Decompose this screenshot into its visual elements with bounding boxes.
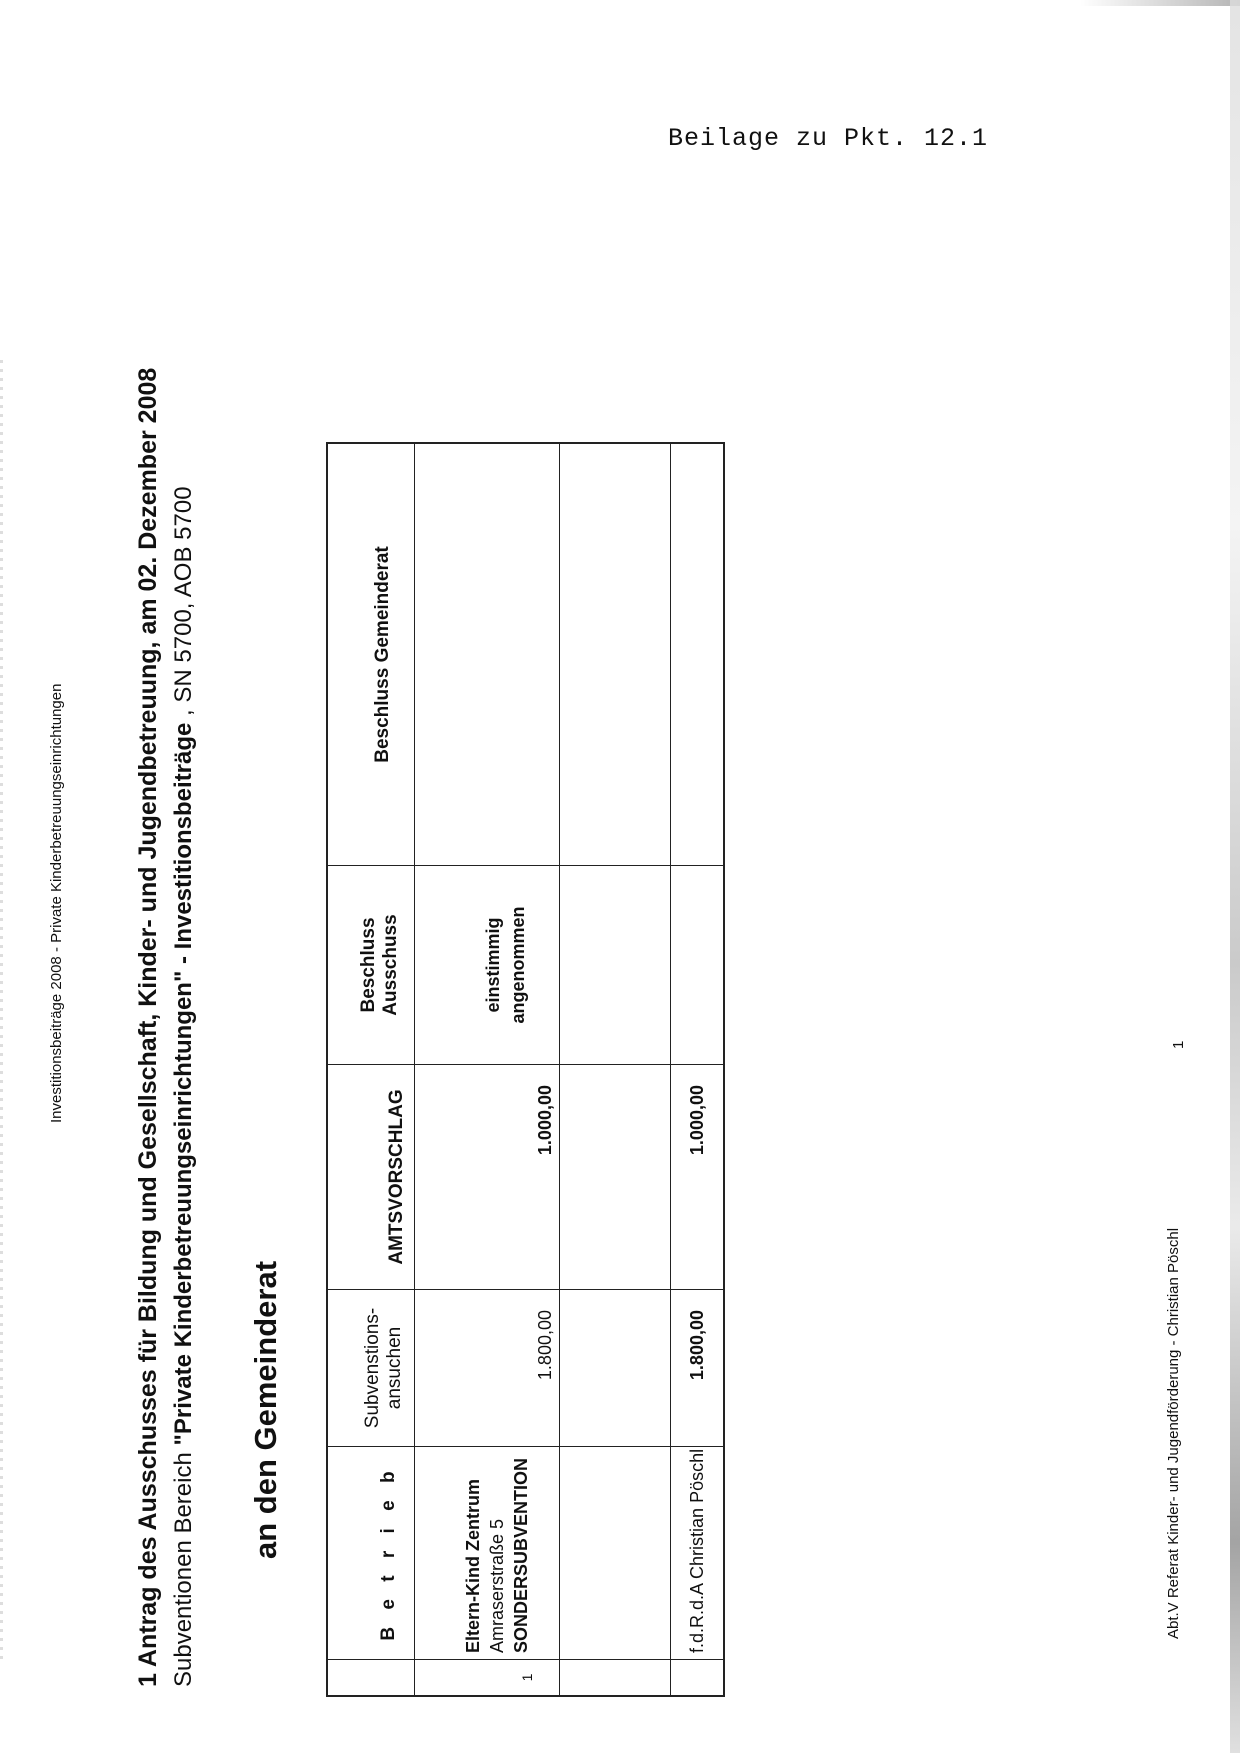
header-gemeinderat-cell bbox=[327, 443, 415, 866]
requested-amount: 1.800,00 bbox=[535, 1310, 555, 1381]
running-header: Investitionsbeiträge 2008 - Private Kinderbetreuungseinrichtungen bbox=[48, 683, 65, 1123]
total-requested: 1.800,00 bbox=[687, 1310, 707, 1381]
proposed-amount: 1.000,00 bbox=[535, 1085, 555, 1156]
header-ansuchen-line2: ansuchen bbox=[384, 1326, 405, 1410]
empty-cell bbox=[560, 1065, 671, 1290]
empty-cell bbox=[560, 1447, 671, 1660]
table-row bbox=[415, 443, 560, 1696]
row-ansuchen-cell bbox=[415, 1290, 560, 1447]
subtitle-bold: "Private Kinderbetreuungseinrichtungen" - Investitionsbeiträge bbox=[170, 722, 197, 1446]
header-nr-cell bbox=[327, 1660, 415, 1697]
attachment-stamp: Beilage zu Pkt. 12.1 bbox=[668, 124, 989, 153]
row-amtsvorschlag-cell bbox=[415, 1065, 560, 1290]
header-ausschuss-line1: Beschluss bbox=[358, 917, 379, 1013]
business-name: Eltern-Kind Zentrum bbox=[463, 1479, 483, 1653]
committee-vote-line2: angenommen bbox=[508, 906, 528, 1024]
row-number: 1 bbox=[519, 1673, 535, 1682]
total-signature-cell bbox=[671, 1447, 725, 1660]
total-amtsvorschlag-cell bbox=[671, 1065, 725, 1290]
empty-cell bbox=[560, 1660, 671, 1697]
empty-cell bbox=[560, 866, 671, 1065]
subtitle-suffix: , SN 5700, AOB 5700 bbox=[170, 486, 197, 723]
total-proposed: 1.000,00 bbox=[687, 1085, 707, 1156]
header-ansuchen-line1: Subvenstions- bbox=[362, 1307, 383, 1429]
document-subtitle bbox=[170, 486, 198, 1687]
recipient-heading: an den Gemeinderat bbox=[248, 1260, 283, 1559]
document-title: 1 Antrag des Ausschusses für Bildung und Gesellschaft, Kinder- und Jugendbetreuung, am 02. Dezember 2008 bbox=[134, 367, 162, 1687]
total-gemeinderat-cell bbox=[671, 443, 725, 866]
subsidy-table bbox=[326, 442, 725, 1697]
table-total-row bbox=[671, 443, 725, 1696]
subsidy-type: SONDERSUBVENTION bbox=[511, 1457, 531, 1653]
table-header-row bbox=[327, 443, 415, 1696]
business-address: Amraserstraße 5 bbox=[487, 1518, 507, 1653]
table-row-empty bbox=[560, 443, 671, 1696]
header-amtsvorschlag: AMTSVORSCHLAG bbox=[386, 1089, 407, 1265]
empty-cell bbox=[560, 443, 671, 866]
header-amtsvorschlag-cell bbox=[327, 1065, 415, 1290]
header-ausschuss-cell bbox=[327, 866, 415, 1065]
total-ausschuss-cell bbox=[671, 866, 725, 1065]
header-betrieb-cell bbox=[327, 1447, 415, 1660]
total-ansuchen-cell bbox=[671, 1290, 725, 1447]
signature-line: f.d.R.d.A Christian Pöschl bbox=[687, 1448, 707, 1653]
page-number: 1 bbox=[1170, 1040, 1187, 1049]
header-betrieb: B e t r i e b bbox=[378, 1465, 399, 1641]
header-gemeinderat: Beschluss Gemeinderat bbox=[372, 546, 393, 763]
footer-department: Abt.V Referat Kinder- und Jugendförderung - Christian Pöschl bbox=[1165, 1227, 1182, 1639]
row-nr-cell bbox=[415, 1660, 560, 1697]
row-betrieb-cell bbox=[415, 1447, 560, 1660]
row-ausschuss-cell bbox=[415, 866, 560, 1065]
empty-cell bbox=[560, 1290, 671, 1447]
header-ansuchen-cell bbox=[327, 1290, 415, 1447]
row-gemeinderat-cell bbox=[415, 443, 560, 866]
total-nr-cell bbox=[671, 1660, 725, 1697]
committee-vote-line1: einstimmig bbox=[483, 917, 503, 1013]
subtitle-prefix: Subventionen Bereich bbox=[170, 1445, 197, 1687]
header-ausschuss-line2: Ausschuss bbox=[380, 914, 401, 1016]
